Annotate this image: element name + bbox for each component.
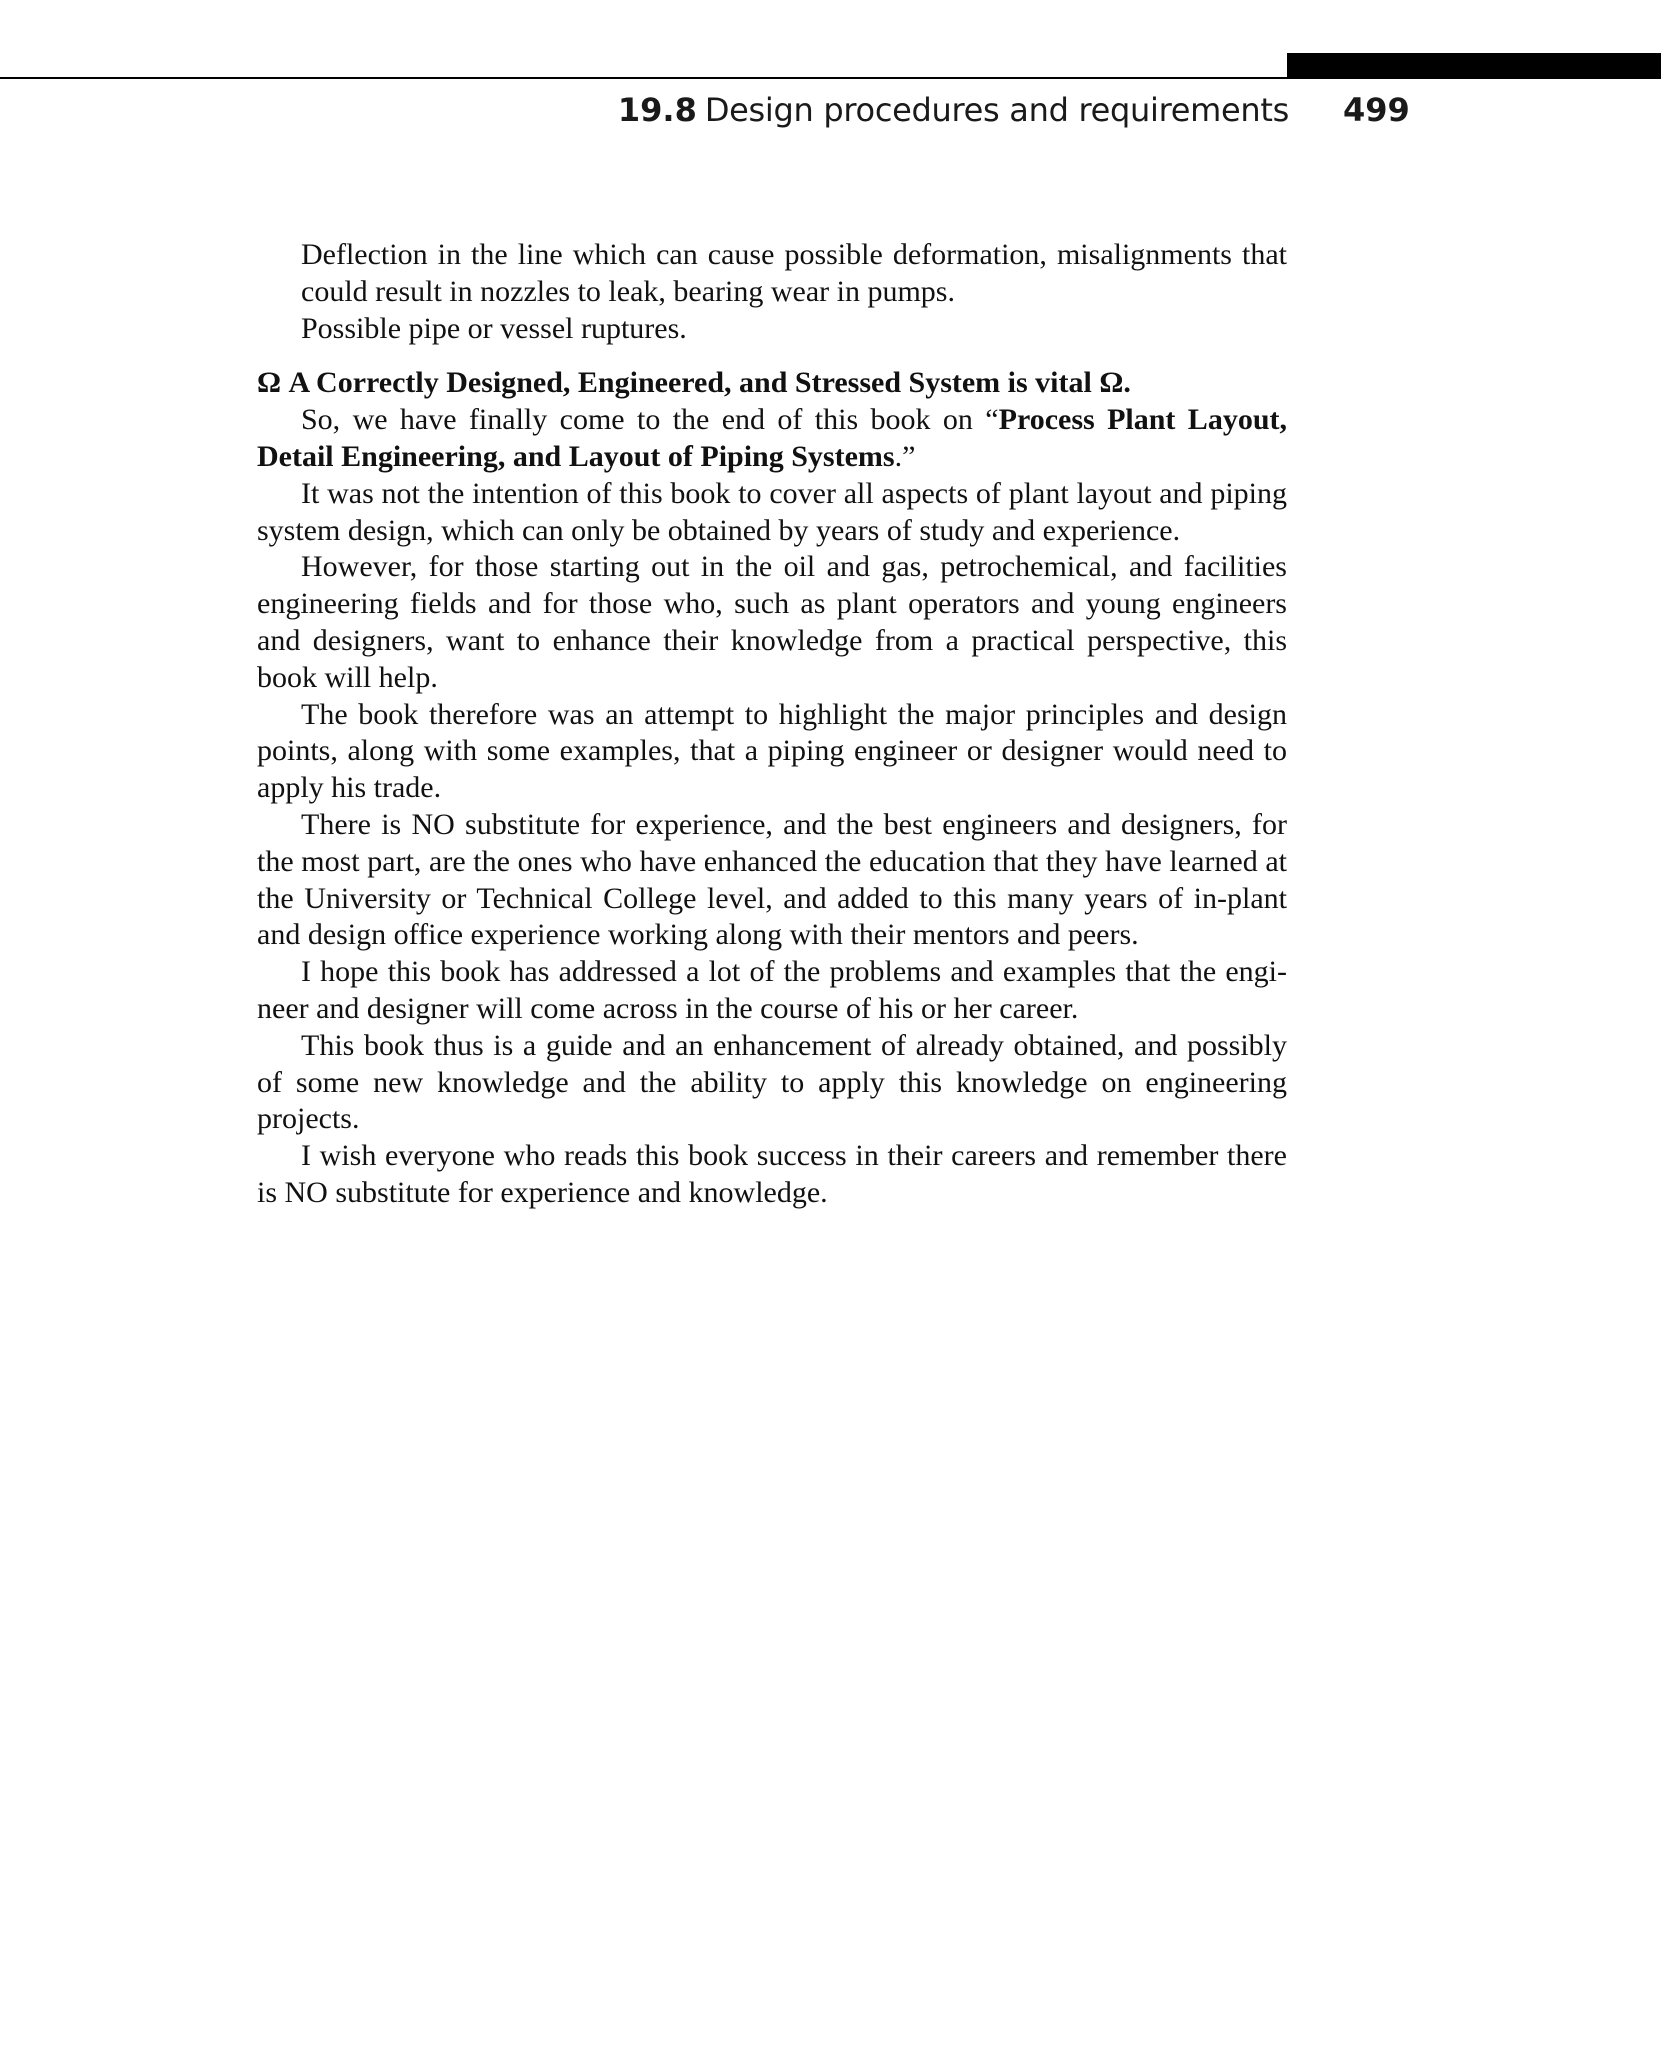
page-number: 499 (1343, 91, 1410, 129)
body-paragraph: This book thus is a guide and an enhancement of already obtained, and possibly of some new knowledge and the ability to apply this knowledge on engineering projects. (257, 1028, 1287, 1136)
book-title: Process Plant Layout, Detail Engineering, and Layout of Piping Systems (257, 403, 1287, 473)
body-paragraph: I wish everyone who reads this book success in their careers and remember there is NO substitute for experience and knowledge. (257, 1139, 1287, 1209)
closing-intro-text: So, we have finally come to the end of this book on “ (301, 403, 999, 437)
section-title: Design procedures and requirements (704, 91, 1289, 129)
body-paragraph: I hope this book has addressed a lot of the problems and examples that the engi-neer and designer will come across in the course of his or her career. (257, 955, 1287, 1025)
closing-intro-end: .” (894, 439, 916, 473)
body-paragraph: There is NO substitute for experience, and the best engineers and designers, for the most part, are the ones who have enhanced the education that they have learned at the University or Technical College level, and added to this many years of in-plant and design office experience working along with their mentors and peers. (257, 807, 1287, 952)
running-head (618, 84, 1289, 136)
body-text (257, 237, 1287, 1212)
closing-intro-paragraph (257, 402, 1287, 476)
continuation-paragraph: Deflection in the line which can cause possible deformation, misalignments that could result in nozzles to leak, bearing wear in pumps. (301, 238, 1287, 308)
body-paragraph: It was not the intention of this book to cover all aspects of plant layout and piping system design, which can only be obtained by years of study and experience. (257, 476, 1287, 547)
section-number: 19.8 (617, 91, 697, 129)
body-paragraph: However, for those starting out in the oil and gas, petrochemical, and facilities engineering fields and for those who, such as plant operators and young engineers and designers, want to enhance their knowledge from a practical perspective, this book will help. (257, 550, 1287, 694)
header-bar (1287, 53, 1661, 79)
body-paragraph: The book therefore was an attempt to highlight the major principles and design points, along with some examples, that a piping engineer or designer would need to apply his trade. (257, 697, 1287, 805)
closing-heading: Ω A Correctly Designed, Engineered, and Stressed System is vital Ω. (257, 366, 1131, 400)
continuation-paragraph: Possible pipe or vessel ruptures. (301, 311, 687, 345)
